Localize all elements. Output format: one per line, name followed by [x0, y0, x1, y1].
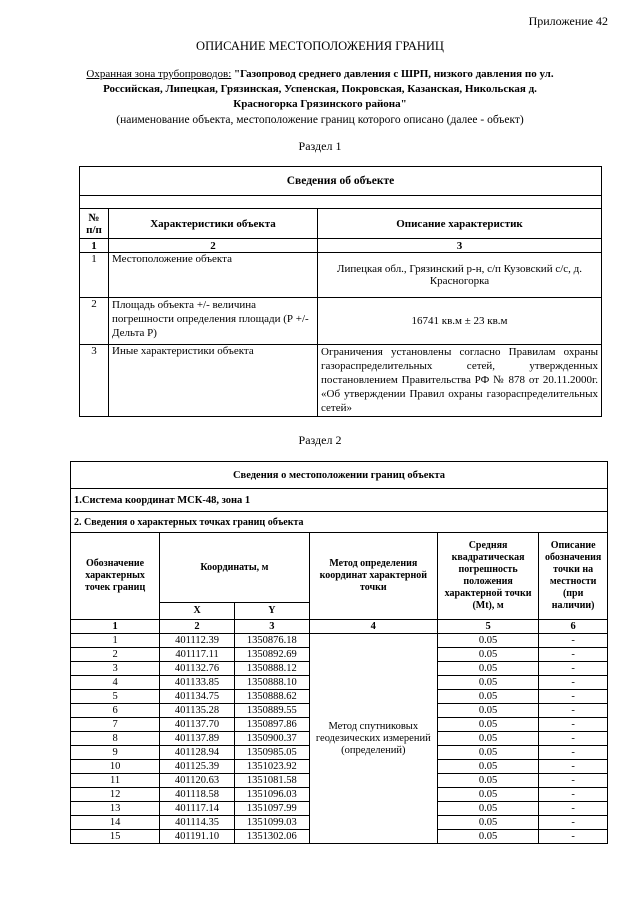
- boundary-table-title: Сведения о местоположении границ объекта: [71, 462, 608, 489]
- point-id: 13: [71, 802, 160, 816]
- point-id: 6: [71, 704, 160, 718]
- point-x: 401135.28: [160, 704, 235, 718]
- point-id: 12: [71, 788, 160, 802]
- column-number: 4: [309, 620, 437, 634]
- row-number: 2: [80, 298, 109, 345]
- point-y: 1350888.10: [234, 676, 309, 690]
- point-y: 1351096.03: [234, 788, 309, 802]
- point-id: 9: [71, 746, 160, 760]
- point-y: 1351081.58: [234, 774, 309, 788]
- point-id: 1: [71, 634, 160, 648]
- point-x: 401118.58: [160, 788, 235, 802]
- point-x: 401112.39: [160, 634, 235, 648]
- point-x: 401117.11: [160, 648, 235, 662]
- point-description: -: [539, 802, 608, 816]
- column-number: 3: [234, 620, 309, 634]
- point-id: 2: [71, 648, 160, 662]
- section2-title: Раздел 2: [298, 433, 342, 447]
- point-y: 1350889.55: [234, 704, 309, 718]
- section1-title: Раздел 1: [298, 139, 342, 153]
- point-x: 401128.94: [160, 746, 235, 760]
- point-error: 0.05: [437, 774, 538, 788]
- point-error: 0.05: [437, 746, 538, 760]
- point-id: 5: [71, 690, 160, 704]
- point-id: 15: [71, 830, 160, 844]
- column-number: 5: [437, 620, 538, 634]
- point-description: -: [539, 830, 608, 844]
- subject-prefix: Охранная зона трубопроводов:: [86, 68, 232, 80]
- column-number: 2: [109, 239, 318, 253]
- coordinate-system: 1.Система координат МСК-48, зона 1: [71, 489, 608, 512]
- point-description: -: [539, 676, 608, 690]
- point-description: -: [539, 760, 608, 774]
- point-error: 0.05: [437, 788, 538, 802]
- point-error: 0.05: [437, 662, 538, 676]
- point-description: -: [539, 816, 608, 830]
- column-number: 1: [80, 239, 109, 253]
- point-id: 10: [71, 760, 160, 774]
- point-error: 0.05: [437, 634, 538, 648]
- boundary-points-table: [70, 461, 608, 844]
- point-y: 1351023.92: [234, 760, 309, 774]
- table-row: [80, 345, 602, 417]
- row-characteristic: Иные характеристики объекта: [109, 345, 318, 417]
- row-description: Липецкая обл., Грязинский р-н, с/п Кузовский с/с, д. Красногорка: [318, 253, 602, 298]
- table-row: [80, 253, 602, 298]
- point-description: -: [539, 788, 608, 802]
- column-header-method: Метод определения координат характерной точки: [309, 533, 437, 620]
- point-y: 1350985.05: [234, 746, 309, 760]
- point-description: -: [539, 774, 608, 788]
- object-info-table-title: Сведения об объекте: [80, 167, 602, 196]
- column-header-description: Описание характеристик: [318, 209, 602, 239]
- column-header-x: X: [160, 603, 235, 620]
- row-description: Ограничения установлены согласно Правилам охраны газораспределительных сетей, утвержденных постановлением Правительства РФ № 878 от 20.11.2000г. «Об утверждении Правил охраны газораспределительных сетей»: [318, 345, 602, 417]
- point-x: 401137.89: [160, 732, 235, 746]
- point-error: 0.05: [437, 690, 538, 704]
- point-method: Метод спутниковых геодезических измерений (определений): [309, 634, 437, 844]
- point-y: 1350876.18: [234, 634, 309, 648]
- point-error: 0.05: [437, 816, 538, 830]
- point-y: 1350888.62: [234, 690, 309, 704]
- point-description: -: [539, 704, 608, 718]
- point-error: 0.05: [437, 732, 538, 746]
- point-x: 401191.10: [160, 830, 235, 844]
- subject-text: "Газопровод среднего давления с ШРП, низкого давления по ул. Российская, Липецкая, Грязинская, Успенская, Покровская, Казанская, Никольская д. Красногорка Грязинского района": [103, 68, 554, 110]
- column-header-point-description: Описание обозначения точки на местности (при наличии): [539, 533, 608, 620]
- point-id: 4: [71, 676, 160, 690]
- point-description: -: [539, 648, 608, 662]
- column-header-y: Y: [234, 603, 309, 620]
- column-header-number: № п/п: [80, 209, 109, 239]
- row-number: 1: [80, 253, 109, 298]
- point-y: 1350888.12: [234, 662, 309, 676]
- point-description: -: [539, 690, 608, 704]
- column-number: 2: [160, 620, 235, 634]
- point-x: 401133.85: [160, 676, 235, 690]
- row-number: 3: [80, 345, 109, 417]
- point-x: 401132.76: [160, 662, 235, 676]
- point-id: 7: [71, 718, 160, 732]
- point-description: -: [539, 732, 608, 746]
- column-header-characteristic: Характеристики объекта: [109, 209, 318, 239]
- point-error: 0.05: [437, 704, 538, 718]
- point-description: -: [539, 634, 608, 648]
- document-title: ОПИСАНИЕ МЕСТОПОЛОЖЕНИЯ ГРАНИЦ: [196, 39, 444, 53]
- column-number: 6: [539, 620, 608, 634]
- appendix-label: Приложение 42: [528, 14, 608, 28]
- row-description: 16741 кв.м ± 23 кв.м: [318, 298, 602, 345]
- point-id: 3: [71, 662, 160, 676]
- point-description: -: [539, 718, 608, 732]
- column-number: 3: [318, 239, 602, 253]
- point-x: 401137.70: [160, 718, 235, 732]
- point-x: 401134.75: [160, 690, 235, 704]
- points-section-title: 2. Сведения о характерных точках границ объекта: [71, 512, 608, 533]
- point-y: 1350892.69: [234, 648, 309, 662]
- point-description: -: [539, 662, 608, 676]
- point-id: 8: [71, 732, 160, 746]
- point-y: 1351302.06: [234, 830, 309, 844]
- point-error: 0.05: [437, 718, 538, 732]
- point-y: 1350897.86: [234, 718, 309, 732]
- column-header-coordinates: Координаты, м: [160, 533, 310, 603]
- point-id: 11: [71, 774, 160, 788]
- point-error: 0.05: [437, 830, 538, 844]
- point-x: 401117.14: [160, 802, 235, 816]
- column-header-error: Средняя квадратическая погрешность положения характерной точки (Mt), м: [437, 533, 538, 620]
- point-x: 401120.63: [160, 774, 235, 788]
- point-description: -: [539, 746, 608, 760]
- point-error: 0.05: [437, 802, 538, 816]
- point-y: 1351097.99: [234, 802, 309, 816]
- object-subject: [70, 67, 570, 112]
- table-row: [71, 634, 608, 648]
- point-y: 1351099.03: [234, 816, 309, 830]
- table-row: [80, 298, 602, 345]
- column-header-designation: Обозначение характерных точек границ: [71, 533, 160, 620]
- object-info-table: [79, 166, 602, 417]
- point-error: 0.05: [437, 648, 538, 662]
- row-characteristic: Местоположение объекта: [109, 253, 318, 298]
- subject-note: (наименование объекта, местоположение границ которого описано (далее - объект): [116, 114, 524, 126]
- point-id: 14: [71, 816, 160, 830]
- point-x: 401125.39: [160, 760, 235, 774]
- point-error: 0.05: [437, 760, 538, 774]
- column-number: 1: [71, 620, 160, 634]
- table-spacer: [80, 196, 602, 209]
- point-y: 1350900.37: [234, 732, 309, 746]
- row-characteristic: Площадь объекта +/- величина погрешности определения площади (Р +/- Дельта Р): [109, 298, 318, 345]
- point-x: 401114.35: [160, 816, 235, 830]
- point-error: 0.05: [437, 676, 538, 690]
